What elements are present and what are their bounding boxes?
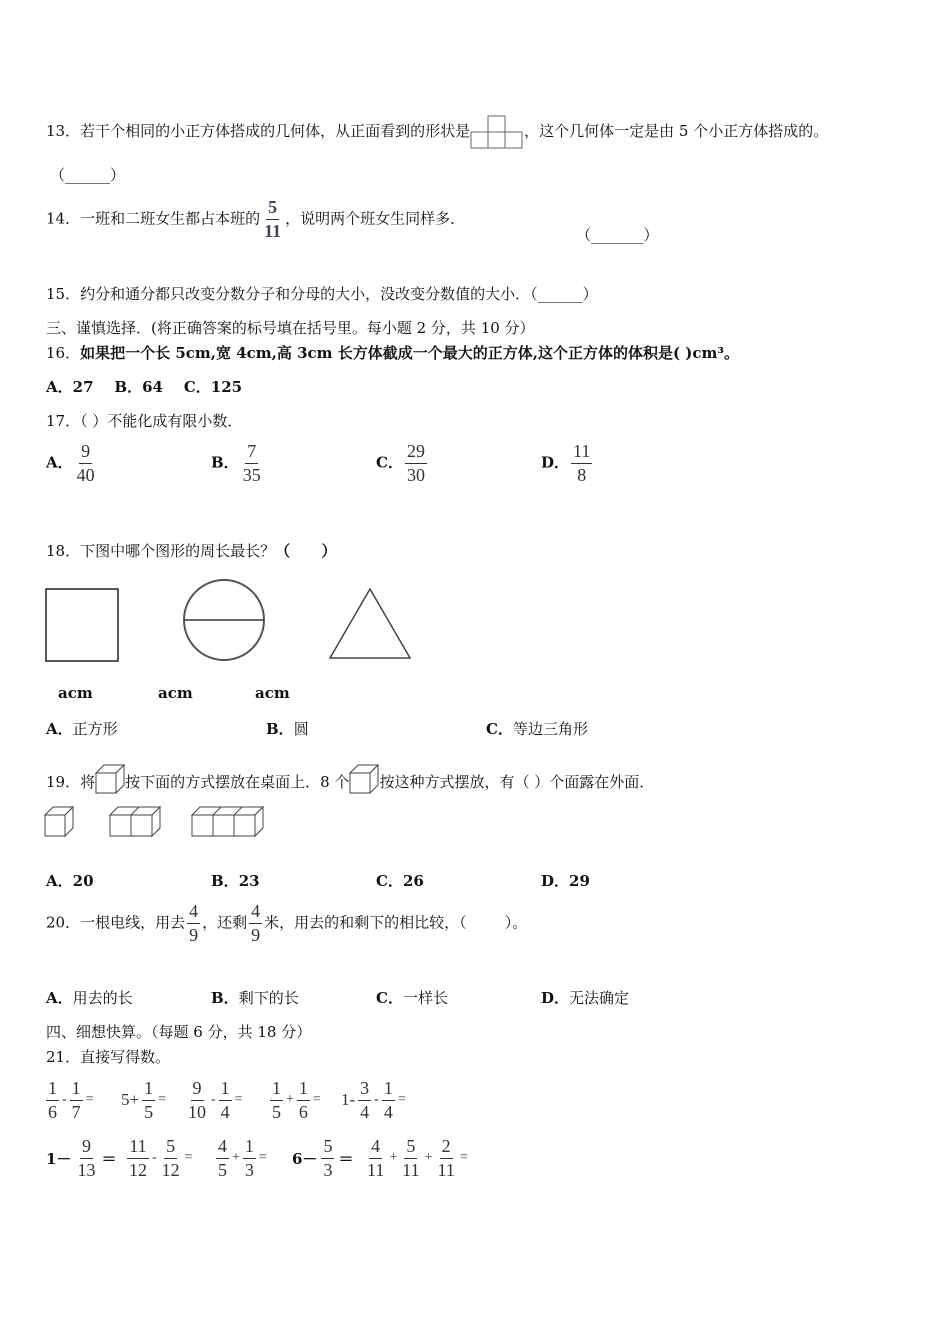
q16-number: 16． <box>46 344 81 362</box>
q13 <box>46 115 828 149</box>
q15 <box>46 283 598 304</box>
square-figure <box>45 588 120 663</box>
calc-r1-e3: $\frac{9}{10}$ - $\frac{1}{4}$ = <box>188 1078 243 1122</box>
q21 <box>46 1046 170 1067</box>
q18-option-a[interactable]: A．正方形 <box>46 720 118 738</box>
q20-fraction-2: $\frac{4}{9}$ <box>251 901 261 945</box>
q17-number: 17． <box>46 412 81 430</box>
q20 <box>46 902 527 945</box>
q13-text-after: ，这个几何体一定是由 5 个小正方体搭成的。 <box>524 122 829 140</box>
q13-number: 13． <box>46 122 81 140</box>
q19-option-b[interactable]: B．23 <box>211 872 260 890</box>
q14-answer: （_______） <box>576 226 659 244</box>
q21-text: 直接写得数。 <box>80 1048 171 1066</box>
q17 <box>46 410 242 431</box>
calc-r1-e2: 5+ $\frac{1}{5}$ = <box>121 1078 166 1122</box>
square-side-label: acm <box>58 684 93 702</box>
three-cubes-figure <box>191 806 265 838</box>
calc-r2-e5: $\frac{4}{11}$ + $\frac{5}{11}$ + $\frac{2}{11}$ = <box>367 1136 468 1180</box>
q17-option-a[interactable]: A． $\frac{9}{40}$ <box>46 441 95 485</box>
calc-r2-e4: 6－ $\frac{5}{3}$ ＝ <box>292 1136 354 1180</box>
q19-option-c[interactable]: C．26 <box>376 872 424 890</box>
q18-text: 下图中哪个图形的周长最长？ <box>80 542 276 560</box>
q14-text-after: ，说明两个班女生同样多． <box>285 209 466 228</box>
q13-answer: （______） <box>50 166 126 184</box>
q20-fraction-1: $\frac{4}{9}$ <box>189 901 199 945</box>
q19-number: 19． <box>46 773 81 791</box>
section-4-header: 四、细想快算。（每题 6 分，共 18 分） <box>46 1023 312 1041</box>
q20-option-d[interactable]: D．无法确定 <box>541 989 630 1007</box>
q17-option-d[interactable]: D． $\frac{11}{8}$ <box>541 441 591 485</box>
cube-icon <box>95 764 125 794</box>
q14-fraction: $\frac{5}{11}$ <box>264 197 282 241</box>
q16-options: A．27 B．64 C．125 <box>46 378 243 396</box>
q19-option-d[interactable]: D．29 <box>541 872 590 890</box>
q20-option-b[interactable]: B．剩下的长 <box>211 989 299 1007</box>
q16 <box>46 342 739 363</box>
q18-option-c[interactable]: C．等边三角形 <box>486 720 588 738</box>
calc-r2-e2: $\frac{11}{12}$ - $\frac{5}{12}$ = <box>129 1136 193 1180</box>
calc-r1-e1: $\frac{1}{6}$ - $\frac{1}{7}$ = <box>48 1078 94 1122</box>
q15-number: 15． <box>46 285 81 303</box>
calc-r2-e1: 1－ $\frac{9}{13}$ ＝ <box>46 1136 117 1180</box>
q20-option-a[interactable]: A．用去的长 <box>46 989 133 1007</box>
q13-text: 若干个相同的小正方体搭成的几何体，从正面看到的形状是 <box>80 122 471 140</box>
q15-text: 约分和通分都只改变分数分子和分母的大小，没改变分数值的大小．（______） <box>80 285 598 303</box>
q16-text: 如果把一个长 5cm,宽 4cm,高 3cm 长方体截成一个最大的正方体,这个正方体的体积是( )cm³。 <box>80 344 739 362</box>
q20-option-c[interactable]: C．一样长 <box>376 989 448 1007</box>
circle-figure <box>182 578 266 662</box>
q17-option-b[interactable]: B． $\frac{7}{35}$ <box>211 441 261 485</box>
circle-diameter-label: acm <box>158 684 193 702</box>
q18-paren: （ ） <box>275 542 337 560</box>
q18-option-b[interactable]: B．圆 <box>266 720 309 738</box>
q20-text-1: 一根电线，用去 <box>80 913 186 932</box>
q17-text: （ ）不能化成有限小数． <box>80 412 243 430</box>
triangle-figure <box>328 587 412 661</box>
q17-option-c[interactable]: C． $\frac{29}{30}$ <box>376 441 425 485</box>
cube-icon <box>349 764 379 794</box>
q19-text-1: 将 <box>80 773 96 791</box>
q20-text-3: 米，用去的和剩下的相比较，（ ）。 <box>264 913 528 932</box>
calc-r2-e3: $\frac{4}{5}$ + $\frac{1}{3}$ = <box>218 1136 267 1180</box>
q19-option-a[interactable]: A．20 <box>46 872 94 890</box>
q19 <box>46 764 654 792</box>
q21-number: 21． <box>46 1048 81 1066</box>
q20-text-2: ，还剩 <box>202 913 248 932</box>
q20-number: 20． <box>46 913 81 932</box>
calc-r1-e4: $\frac{1}{5}$ + $\frac{1}{6}$ = <box>272 1078 321 1122</box>
calc-r1-e5: 1- $\frac{3}{4}$ - $\frac{1}{4}$ = <box>341 1078 406 1122</box>
q18 <box>46 540 336 561</box>
q19-text-3: 按这种方式摆放，有（ ）个面露在外面． <box>379 773 655 791</box>
two-cubes-figure <box>109 806 161 838</box>
triangle-side-label: acm <box>255 684 290 702</box>
one-cube-figure <box>44 806 74 838</box>
section-3-header: 三、谨慎选择．(将正确答案的标号填在括号里。每小题 2 分，共 10 分） <box>46 319 535 337</box>
q14-text: 一班和二班女生都占本班的 <box>80 209 261 228</box>
q18-number: 18． <box>46 542 81 560</box>
q14 <box>46 198 465 241</box>
q13-front-view-figure <box>470 115 524 149</box>
q14-number: 14． <box>46 209 81 228</box>
q19-text-2: 按下面的方式摆放在桌面上．8 个 <box>125 773 350 791</box>
